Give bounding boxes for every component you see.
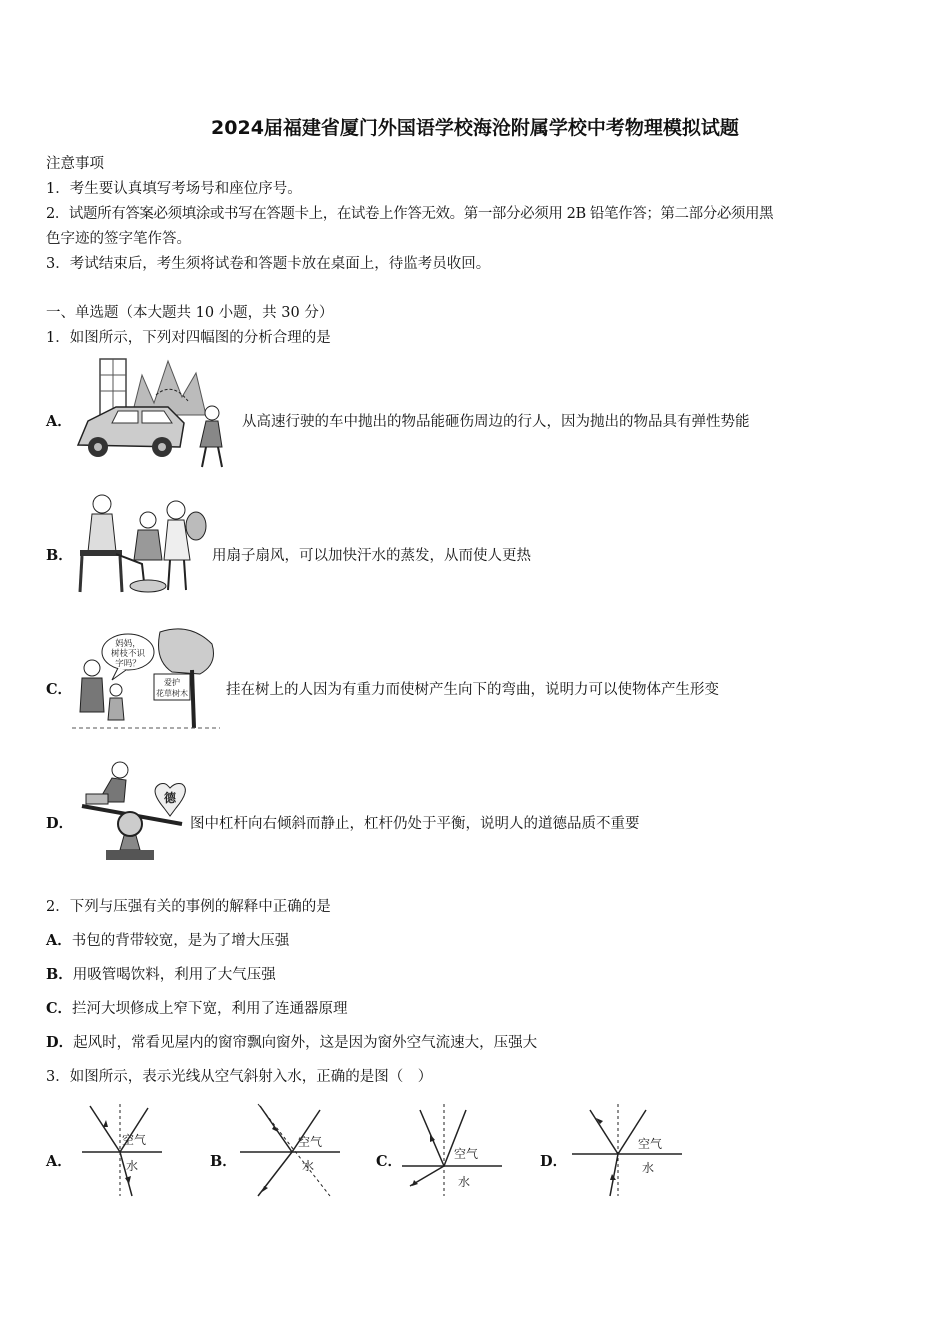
q1-option-b-letter: B．: [46, 547, 73, 564]
q3-d-air-label: 空气: [638, 1137, 663, 1151]
q3-option-c-letter: C．: [376, 1153, 403, 1170]
q3-c-water-label: 水: [458, 1175, 471, 1189]
q3-diagram-c: [402, 1100, 502, 1200]
q3-option-b-letter: B．: [210, 1153, 237, 1170]
notice-item-2-line-1: 2．试题所有答案必须填涂或书写在答题卡上，在试卷上作答无效。第一部分必须用 2B 铅笔作答；第二部分必须用黑: [46, 206, 774, 222]
lever-morality-illustration: [72, 758, 188, 868]
q2-option-b: [46, 963, 276, 984]
q1-option-c-letter: C．: [46, 681, 73, 698]
q3-a-air-label: 空气: [122, 1133, 147, 1147]
q3-option-a-letter: A．: [46, 1153, 72, 1170]
q3-option-d-letter: D．: [540, 1153, 568, 1170]
q2-option-c-letter: C．: [46, 1000, 73, 1017]
q3-diagram-a: [82, 1100, 162, 1200]
notice-item-1: 1．考生要认真填写考场号和座位序号。: [46, 181, 302, 197]
c-bubble-line-2: 树枝不识: [110, 649, 146, 659]
notice-item-3: 3．考试结束后，考生须将试卷和答题卡放在桌面上，待监考员收回。: [46, 256, 491, 272]
q3-a-water-label: 水: [126, 1159, 139, 1173]
q2-option-d-text: 起风时，常看见屋内的窗帘飘向窗外，这是因为窗外空气流速大，压强大: [73, 1035, 538, 1051]
q1-stem: 1．如图所示，下列对四幅图的分析合理的是: [46, 330, 331, 346]
q2-option-c-text: 拦河大坝修成上窄下宽，利用了连通器原理: [72, 1001, 348, 1017]
q2-option-b-text: 用吸管喝饮料，利用了大气压强: [72, 967, 276, 983]
q3-b-water-label: 水: [302, 1159, 315, 1173]
tree-hanging-illustration: [72, 624, 220, 732]
q2-option-d-letter: D．: [46, 1034, 74, 1051]
q2-stem: 2．下列与压强有关的事例的解释中正确的是: [46, 899, 331, 915]
car-throwing-object-illustration: [72, 355, 240, 473]
q1-option-d-text: 图中杠杆向右倾斜而静止，杠杆仍处于平衡，说明人的道德品质不重要: [190, 816, 640, 832]
q1-option-a-text: 从高速行驶的车中抛出的物品能砸伤周边的行人，因为抛出的物品具有弹性势能: [242, 414, 750, 430]
d-heart-label: 德: [163, 791, 177, 805]
c-sign-line-2: 花草树木: [156, 689, 188, 698]
q2-option-a-text: 书包的背带较宽，是为了增大压强: [71, 933, 290, 949]
c-bubble-line-3: 字吗？: [115, 659, 141, 669]
notice-heading: 注意事项: [46, 156, 104, 172]
q1-option-d-letter: D．: [46, 815, 74, 832]
q1-option-c-text: 挂在树上的人因为有重力而使树产生向下的弯曲，说明力可以使物体产生形变: [226, 682, 719, 698]
fan-illustration: [72, 490, 208, 598]
q3-c-air-label: 空气: [454, 1147, 479, 1161]
q2-option-d: [46, 1031, 537, 1052]
c-bubble-line-1: 妈妈，: [115, 639, 141, 649]
q1-option-a-letter: A．: [46, 413, 72, 430]
q2-option-c: [46, 997, 348, 1018]
c-sign-line-1: 爱护: [164, 678, 180, 687]
q3-b-air-label: 空气: [298, 1135, 323, 1149]
page-title: 2024届福建省厦门外国语学校海沧附属学校中考物理模拟试题: [211, 117, 739, 139]
q3-diagram-d: [572, 1100, 682, 1200]
q3-diagram-b: [240, 1100, 340, 1200]
q3-d-water-label: 水: [642, 1161, 655, 1175]
q3-stem: 3．如图所示，表示光线从空气斜射入水，正确的是图（ ）: [46, 1069, 433, 1085]
q2-option-b-letter: B．: [46, 966, 73, 983]
q2-option-a-letter: A．: [46, 932, 72, 949]
notice-item-2-line-2: 色字迹的签字笔作答。: [46, 231, 191, 247]
q2-option-a: [46, 929, 289, 950]
section-heading: 一、单选题（本大题共 10 小题，共 30 分）: [46, 305, 334, 321]
q1-option-b-text: 用扇子扇风，可以加快汗水的蒸发，从而使人更热: [212, 548, 531, 564]
